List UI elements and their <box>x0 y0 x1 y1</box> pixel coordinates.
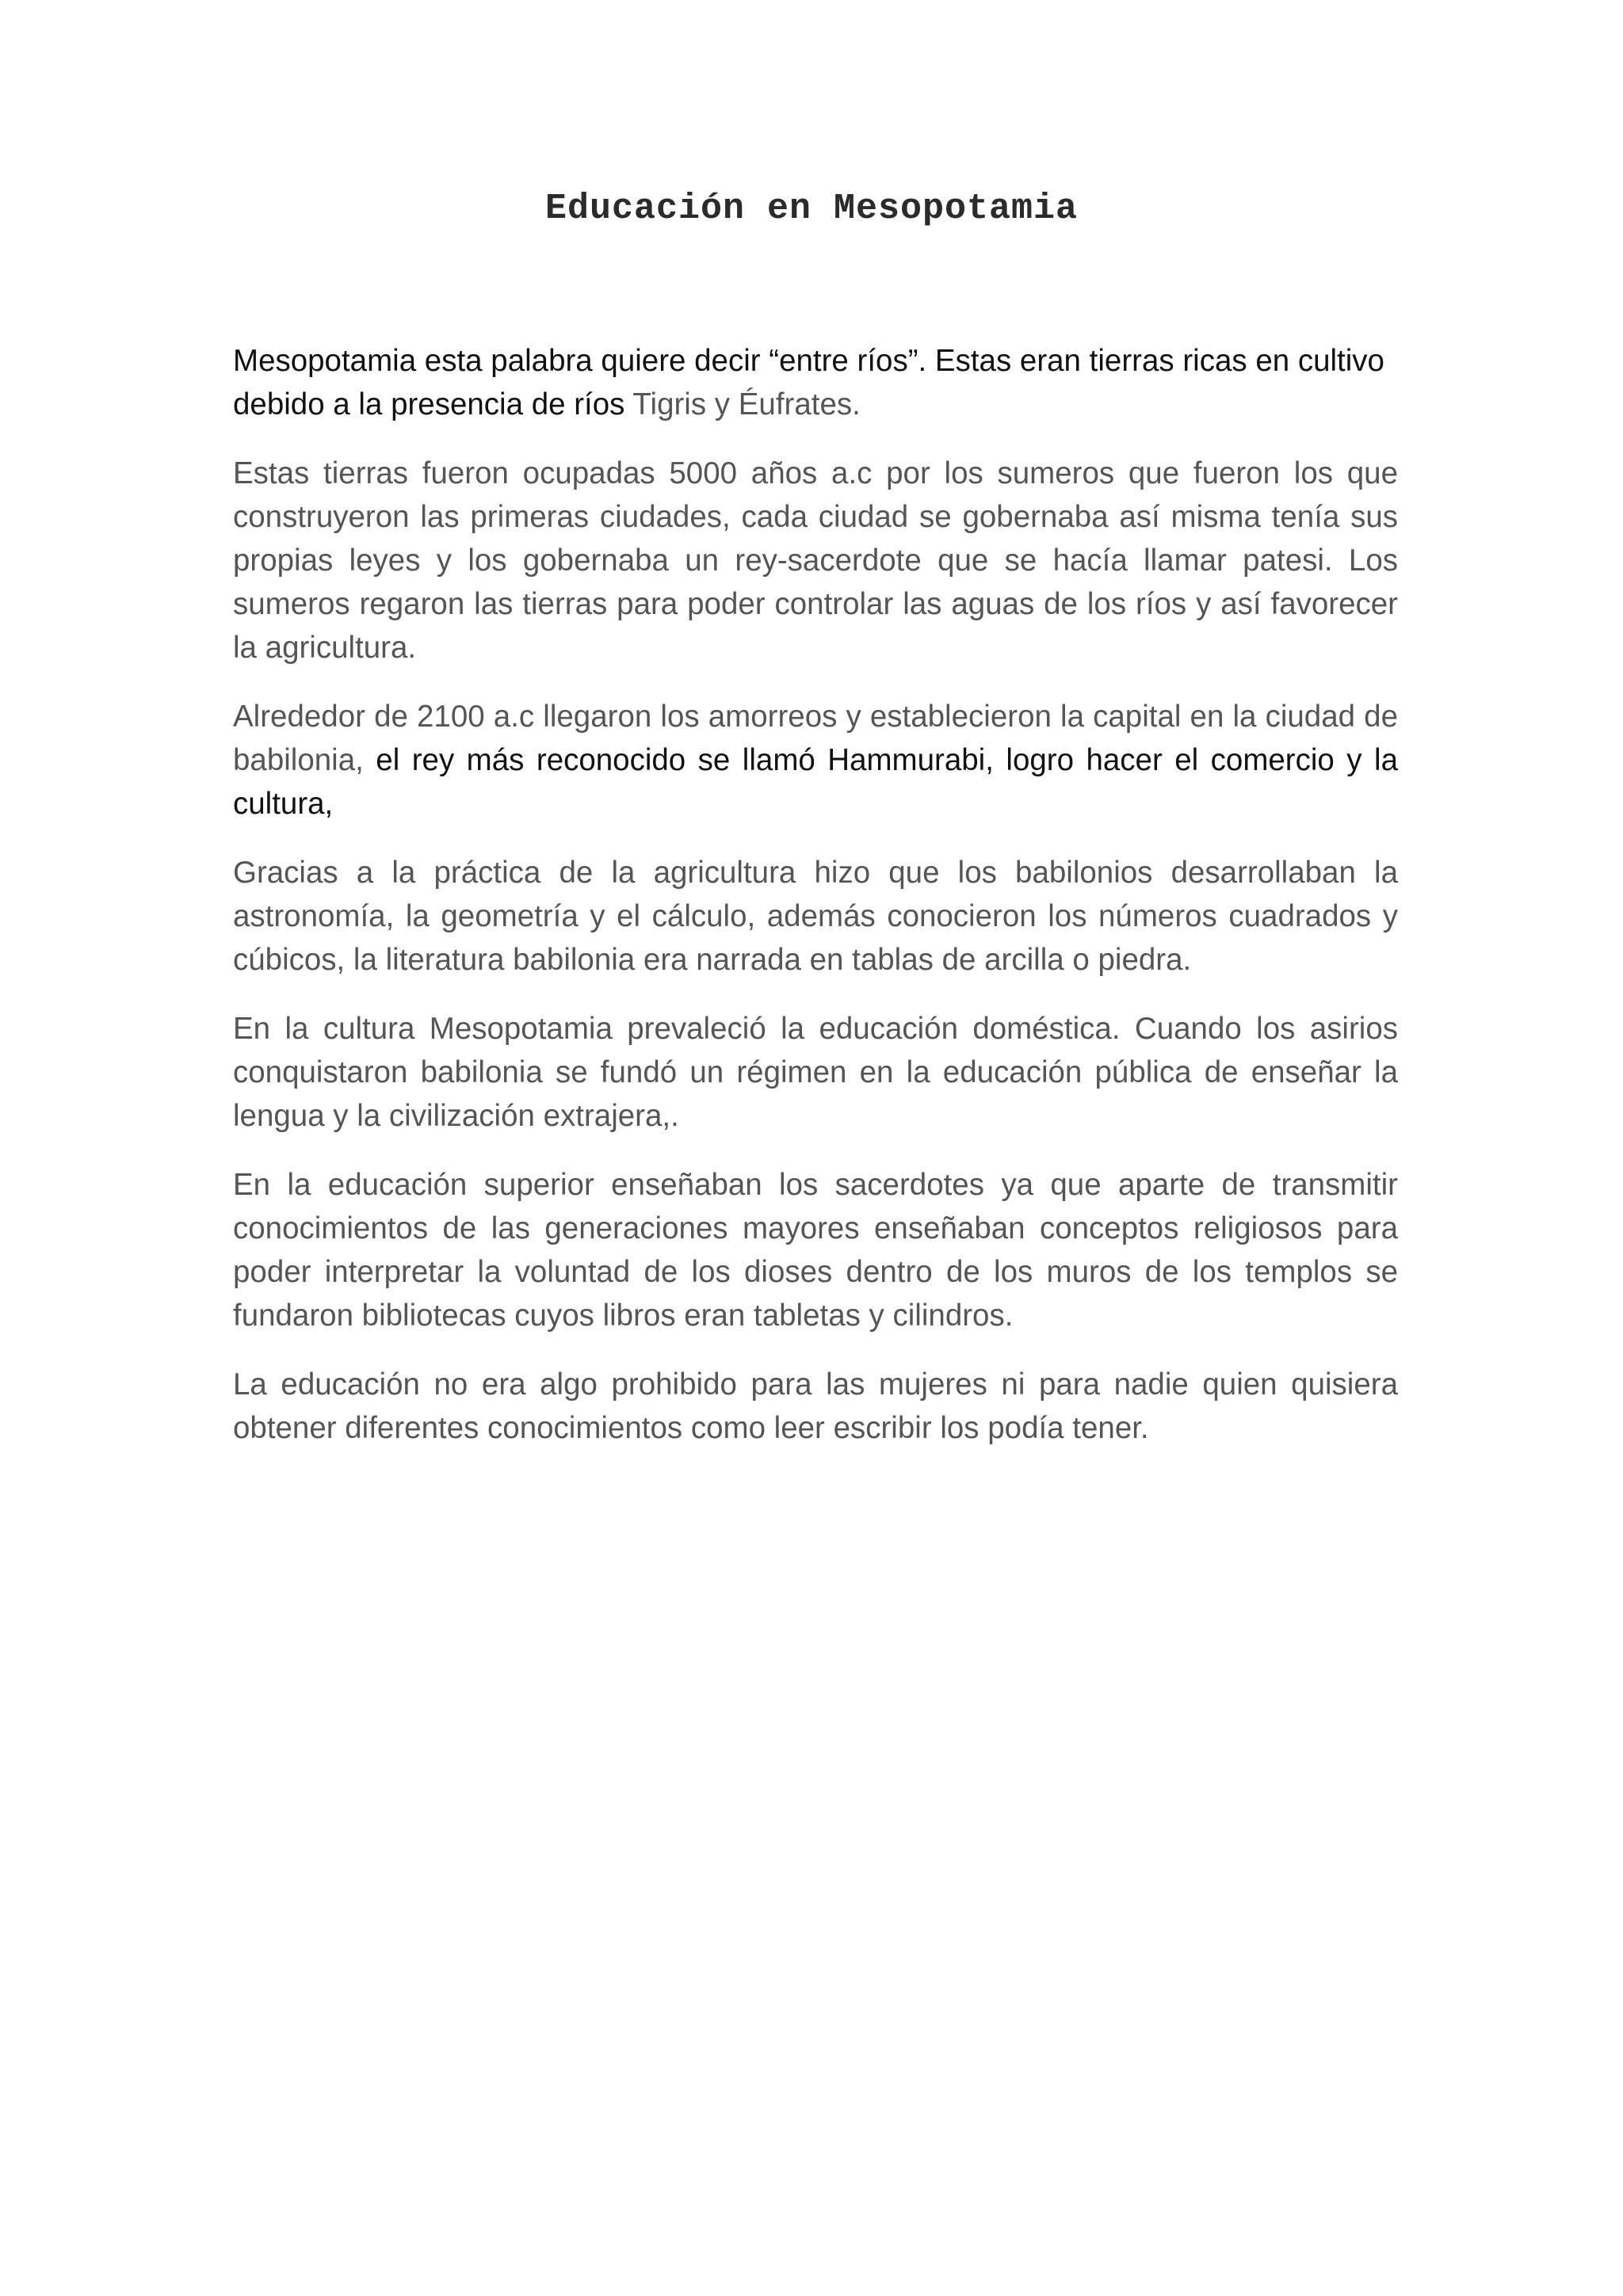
paragraph-6 <box>233 1163 1398 1337</box>
paragraph-2-text: Estas tierras fueron ocupadas 5000 años a.c por los sumeros que fueron los que construyeron las primeras ciudades, cada ciudad se gobernaba así misma tenía sus propias leyes y los gobernaba un rey-sacerdote que se hacía llamar patesi. Los sumeros regaron las tierras para poder controlar las aguas de los ríos y así favorecer la agricultura. <box>233 456 1398 665</box>
paragraph-1-text: Mesopotamia esta palabra quiere decir “entre ríos”. Estas eran tierras ricas en cultivo debido a la presencia de ríos <box>233 344 1384 421</box>
paragraph-5-text: En la cultura Mesopotamia prevaleció la educación doméstica. Cuando los asirios conquistaron babilonia se fundó un régimen en la educación pública de enseñar la lengua y la civilización extrajera,. <box>233 1012 1398 1133</box>
paragraph-4-text: Gracias a la práctica de la agricultura hizo que los babilonios desarrollaban la astronomía, la geometría y el cálculo, además conocieron los números cuadrados y cúbicos, la literatura babilonia era narrada en tablas de arcilla o piedra. <box>233 856 1398 977</box>
document-body <box>233 339 1398 1475</box>
paragraph-1 <box>233 339 1398 426</box>
document-title: Educación en Mesopotamia <box>544 189 1079 229</box>
paragraph-6-text: En la educación superior enseñaban los sacerdotes ya que aparte de transmitir conocimientos de las generaciones mayores enseñaban conceptos religiosos para poder interpretar la voluntad de los dioses dentro de los muros de los templos se fundaron bibliotecas cuyos libros eran tabletas y cilindros. <box>233 1168 1398 1333</box>
paragraph-4 <box>233 851 1398 982</box>
paragraph-5 <box>233 1007 1398 1138</box>
paragraph-1-rivers: Tigris y Éufrates. <box>632 387 861 421</box>
paragraph-2 <box>233 452 1398 669</box>
paragraph-3 <box>233 695 1398 826</box>
paragraph-7-text: La educación no era algo prohibido para las mujeres ni para nadie quien quisiera obtener diferentes conocimientos como leer escribir los podía tener. <box>233 1367 1398 1445</box>
paragraph-3-text: Alrededor de 2100 a.c llegaron los amorreos y establecieron la capital en la ciudad de babilonia, <box>233 700 1398 777</box>
paragraph-3-hammurabi: el rey más reconocido se llamó Hammurabi, logro hacer el comercio y la cultura, <box>233 743 1398 821</box>
paragraph-7 <box>233 1363 1398 1450</box>
